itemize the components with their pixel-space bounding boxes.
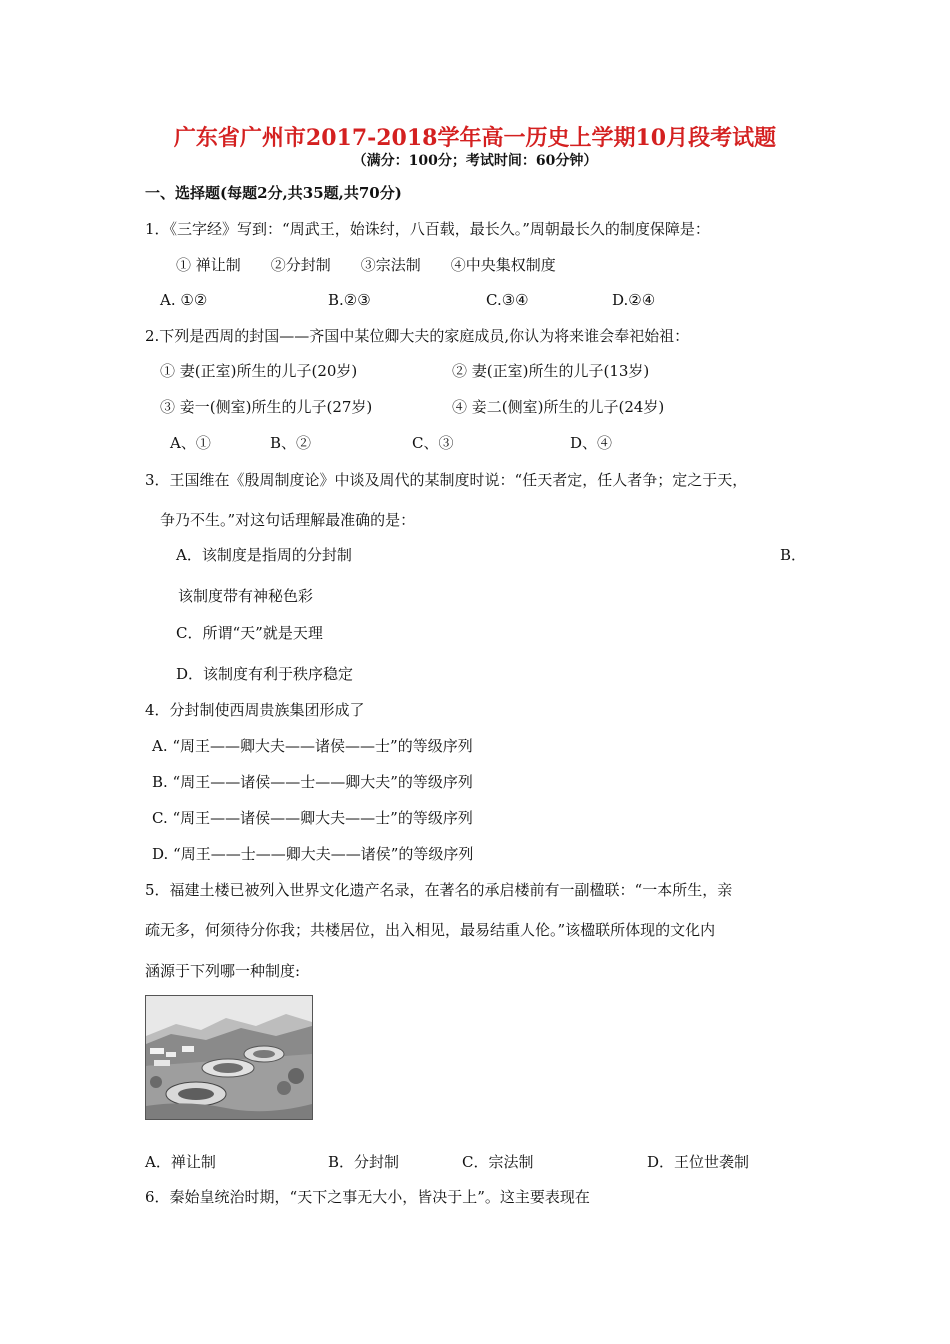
q1-option-d: D.②④ bbox=[612, 291, 656, 309]
q1-option-c: C.③④ bbox=[486, 291, 529, 309]
q4-option-c: C. “周王——诸侯——卿大夫——士”的等级序列 bbox=[152, 809, 473, 827]
q4-option-b: B. “周王——诸侯——士——卿大夫”的等级序列 bbox=[152, 773, 473, 791]
q2-stem: 2.下列是西周的封国——齐国中某位卿大夫的家庭成员,你认为将来谁会奉祀始祖： bbox=[145, 327, 690, 345]
q5-stem-line3: 涵源于下列哪一种制度: bbox=[145, 962, 301, 980]
q3-option-b-label: B． bbox=[780, 546, 807, 564]
q3-option-a: A．该制度是指周的分封制 bbox=[176, 546, 352, 564]
q1-option-a: A. ①② bbox=[160, 291, 208, 309]
q3-option-b-text: 该制度带有神秘色彩 bbox=[178, 587, 314, 605]
tulou-photo bbox=[145, 995, 313, 1120]
q5-option-d: D．王位世袭制 bbox=[647, 1153, 750, 1171]
q5-stem-line1: 5．福建土楼已被列入世界文化遗产名录，在著名的承启楼前有一副楹联：“一本所生，亲 bbox=[145, 881, 733, 899]
q1-stem: 1．《三字经》写到：“周武王，始诛纣，八百载，最长久。”周朝最长久的制度保障是： bbox=[145, 220, 710, 238]
q4-option-d: D. “周王——士——卿大夫——诸侯”的等级序列 bbox=[152, 845, 474, 863]
q2-option-c: C、③ bbox=[412, 434, 454, 452]
q1-items: ① 禅让制 ②分封制 ③宗法制 ④中央集权制度 bbox=[176, 256, 556, 274]
q2-option-b: B、② bbox=[270, 434, 312, 452]
exam-subtitle: （满分：100分；考试时间：60分钟） bbox=[352, 153, 598, 169]
q5-option-b: B．分封制 bbox=[328, 1153, 400, 1171]
q2-item-3: ③ 妾一(侧室)所生的儿子(27岁) bbox=[160, 398, 373, 416]
q3-option-d: D．该制度有利于秩序稳定 bbox=[176, 665, 354, 683]
q3-stem-line1: 3．王国维在《殷周制度论》中谈及周代的某制度时说：“任天者定，任人者争；定之于天， bbox=[145, 471, 748, 489]
q2-item-2: ② 妻(正室)所生的儿子(13岁) bbox=[452, 362, 650, 380]
q3-stem-line2: 争乃不生。”对这句话理解最准确的是： bbox=[160, 511, 416, 529]
q3-option-c: C．所谓“天”就是天理 bbox=[176, 624, 323, 642]
q2-option-a: A、① bbox=[170, 434, 211, 452]
q4-stem: 4．分封制使西周贵族集团形成了 bbox=[145, 701, 365, 719]
exam-title: 广东省广州市2017-2018学年高一历史上学期10月段考试题 bbox=[173, 125, 777, 151]
q5-option-c: C．宗法制 bbox=[462, 1153, 534, 1171]
q2-option-d: D、④ bbox=[570, 434, 613, 452]
q2-item-4: ④ 妾二(侧室)所生的儿子(24岁) bbox=[452, 398, 665, 416]
q5-stem-line2: 疏无多，何须待分你我；共楼居位，出入相见，最易结重人伦。”该楹联所体现的文化内 bbox=[145, 921, 716, 939]
q5-option-a: A．禅让制 bbox=[145, 1153, 216, 1171]
q2-item-1: ① 妻(正室)所生的儿子(20岁) bbox=[160, 362, 358, 380]
q6-stem: 6．秦始皇统治时期，“天下之事无大小，皆决于上”。这主要表现在 bbox=[145, 1188, 590, 1206]
section-heading: 一、选择题(每题2分,共35题,共70分) bbox=[145, 184, 402, 202]
q4-option-a: A. “周王——卿大夫——诸侯——士”的等级序列 bbox=[152, 737, 473, 755]
q1-option-b: B.②③ bbox=[328, 291, 371, 309]
